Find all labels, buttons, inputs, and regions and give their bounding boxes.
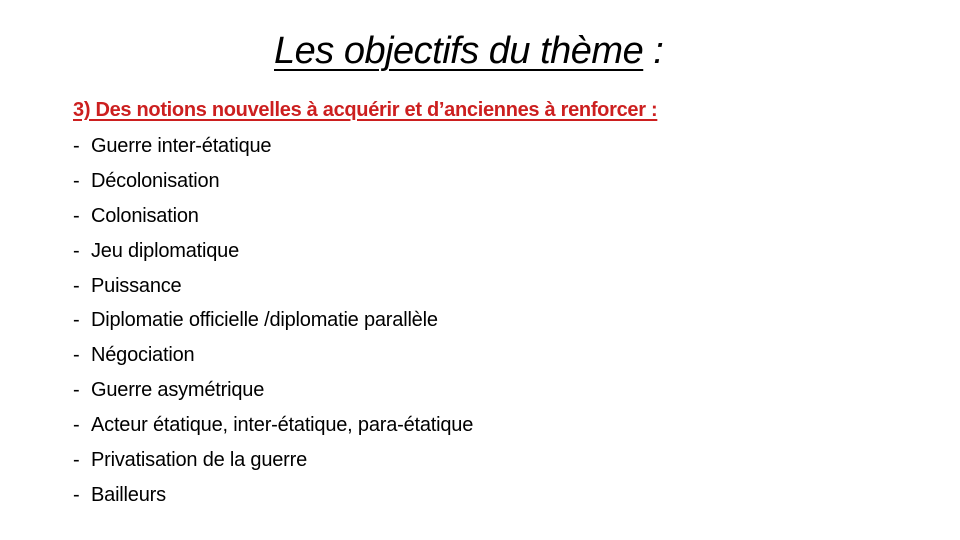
list-item	[73, 342, 473, 377]
list-item-text: Négociation	[91, 344, 195, 367]
list-item	[73, 447, 473, 482]
bullet-dash: -	[73, 135, 80, 157]
list-item	[73, 238, 473, 273]
list-item-text: Décolonisation	[91, 169, 220, 192]
bullet-dash: -	[73, 483, 80, 506]
list-item-text: Colonisation	[91, 204, 199, 227]
list-item	[73, 133, 473, 168]
bullet-dash: -	[73, 309, 80, 332]
bullet-dash: -	[73, 344, 80, 367]
list-item	[73, 482, 473, 517]
slide-title-colon: :	[643, 30, 664, 72]
bullet-dash: -	[73, 274, 80, 297]
list-item-text: Jeu diplomatique	[91, 239, 240, 262]
bullet-dash: -	[73, 204, 80, 227]
list-item-text: Guerre asymétrique	[91, 379, 265, 402]
list-item-text: Bailleurs	[91, 483, 166, 506]
bullet-dash: -	[73, 169, 80, 192]
bullet-dash: -	[73, 379, 80, 402]
slide-title	[274, 30, 663, 73]
list-item	[73, 307, 473, 342]
list-item	[73, 203, 473, 238]
slide-title-text: Les objectifs du thème	[274, 30, 644, 72]
section-heading: 3) Des notions nouvelles à acquérir et d’anciennes à renforcer :	[73, 99, 658, 121]
bullet-dash: -	[73, 239, 80, 262]
list-item-text: Privatisation de la guerre	[91, 449, 308, 472]
list-item-text: Diplomatie officielle /diplomatie parallèle	[91, 309, 438, 332]
bullet-dash: -	[73, 449, 80, 472]
list-item-text: Guerre inter-étatique	[91, 135, 272, 157]
list-item	[73, 412, 473, 447]
bullet-dash: -	[73, 414, 80, 437]
list-item	[73, 168, 473, 203]
list-item-text: Acteur étatique, inter-étatique, para-étatique	[91, 414, 474, 437]
list-item	[73, 377, 473, 412]
notions-list	[73, 133, 473, 517]
list-item	[73, 273, 473, 308]
list-item-text: Puissance	[91, 274, 182, 297]
